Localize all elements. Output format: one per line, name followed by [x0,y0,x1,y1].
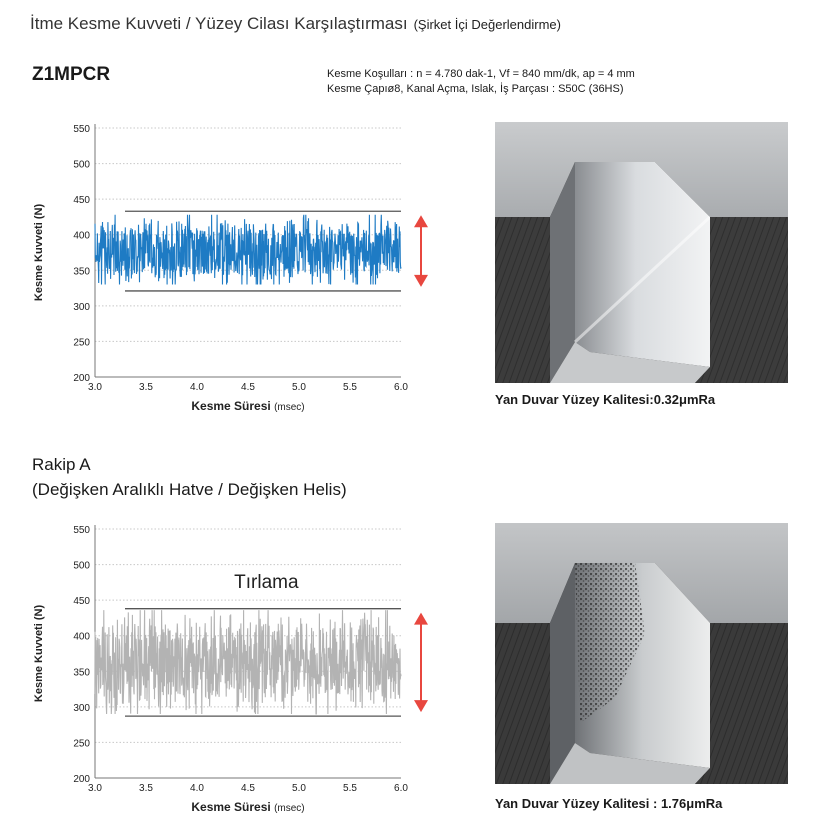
competitor-heading [32,452,347,502]
cutting-conditions-line1: Kesme Koşulları : n = 4.780 dak-1, Vf = 840 mm/dk, ap = 4 mm [327,68,635,80]
y-tick-label: 300 [73,702,90,714]
x-tick-label: 3.0 [88,783,102,794]
range-arrow-head-down [414,275,428,287]
y-tick-label: 250 [73,337,90,349]
range-arrow-head-down [414,700,428,712]
x-tick-label: 5.5 [343,382,357,393]
y-axis-label: Kesme Kuvveti (N) [33,203,45,302]
x-tick-label: 6.0 [394,382,408,393]
x-tick-label: 4.5 [241,382,255,393]
chart-rakip-a [28,513,468,833]
surface-quality-rakip-a: Yan Duvar Yüzey Kalitesi : 1.76μmRa [495,796,723,811]
competitor-name: Rakip A [32,455,91,474]
x-tick-label: 3.5 [139,783,153,794]
x-axis-label: Kesme Süresi (msec) [191,399,305,413]
y-tick-label: 350 [73,667,90,679]
groove-surface-image [495,122,788,383]
y-tick-label: 550 [73,124,90,135]
x-tick-label: 3.0 [88,382,102,393]
chart-annotation: Tırlama [234,572,299,594]
x-tick-label: 4.0 [190,783,204,794]
page-title [30,14,561,34]
surface-quality-z1mpcr: Yan Duvar Yüzey Kalitesi:0.32μmRa [495,392,716,407]
x-tick-label: 5.5 [343,783,357,794]
y-tick-label: 300 [73,301,90,313]
x-tick-label: 6.0 [394,783,408,794]
y-tick-label: 450 [73,596,90,608]
surface-photo-z1mpcr [495,122,788,383]
y-tick-label: 250 [73,738,90,750]
x-tick-label: 5.0 [292,783,306,794]
y-tick-label: 550 [73,525,90,536]
y-tick-label: 200 [73,373,90,384]
page-subtitle: (Şirket İçi Değerlendirme) [413,17,561,32]
y-tick-label: 500 [73,159,90,171]
y-tick-label: 200 [73,774,90,785]
x-tick-label: 3.5 [139,382,153,393]
y-axis-label: Kesme Kuvveti (N) [33,604,45,703]
y-tick-label: 400 [73,631,90,643]
x-tick-label: 4.5 [241,783,255,794]
signal-line [95,215,401,285]
signal-line [95,610,401,714]
y-tick-label: 500 [73,560,90,572]
y-tick-label: 350 [73,266,90,278]
groove-surface-image-chatter [495,523,788,784]
x-tick-label: 4.0 [190,382,204,393]
surface-photo-rakip-a [495,523,788,784]
chart-z1mpcr [28,112,468,432]
x-tick-label: 5.0 [292,382,306,393]
cutting-conditions [327,67,635,97]
range-arrow-head-up [414,215,428,227]
range-arrow-head-up [414,613,428,625]
x-axis-label: Kesme Süresi (msec) [191,800,305,814]
competitor-desc: (Değişken Aralıklı Hatve / Değişken Helis) [32,480,347,499]
product-name: Z1MPCR [32,64,111,85]
cutting-conditions-line2: Kesme Çapıø8, Kanal Açma, Islak, İş Parçası : S50C (36HS) [327,83,624,95]
page-title-text: İtme Kesme Kuvveti / Yüzey Cilası Karşılaştırması [30,14,408,33]
y-tick-label: 450 [73,195,90,207]
y-tick-label: 400 [73,230,90,242]
